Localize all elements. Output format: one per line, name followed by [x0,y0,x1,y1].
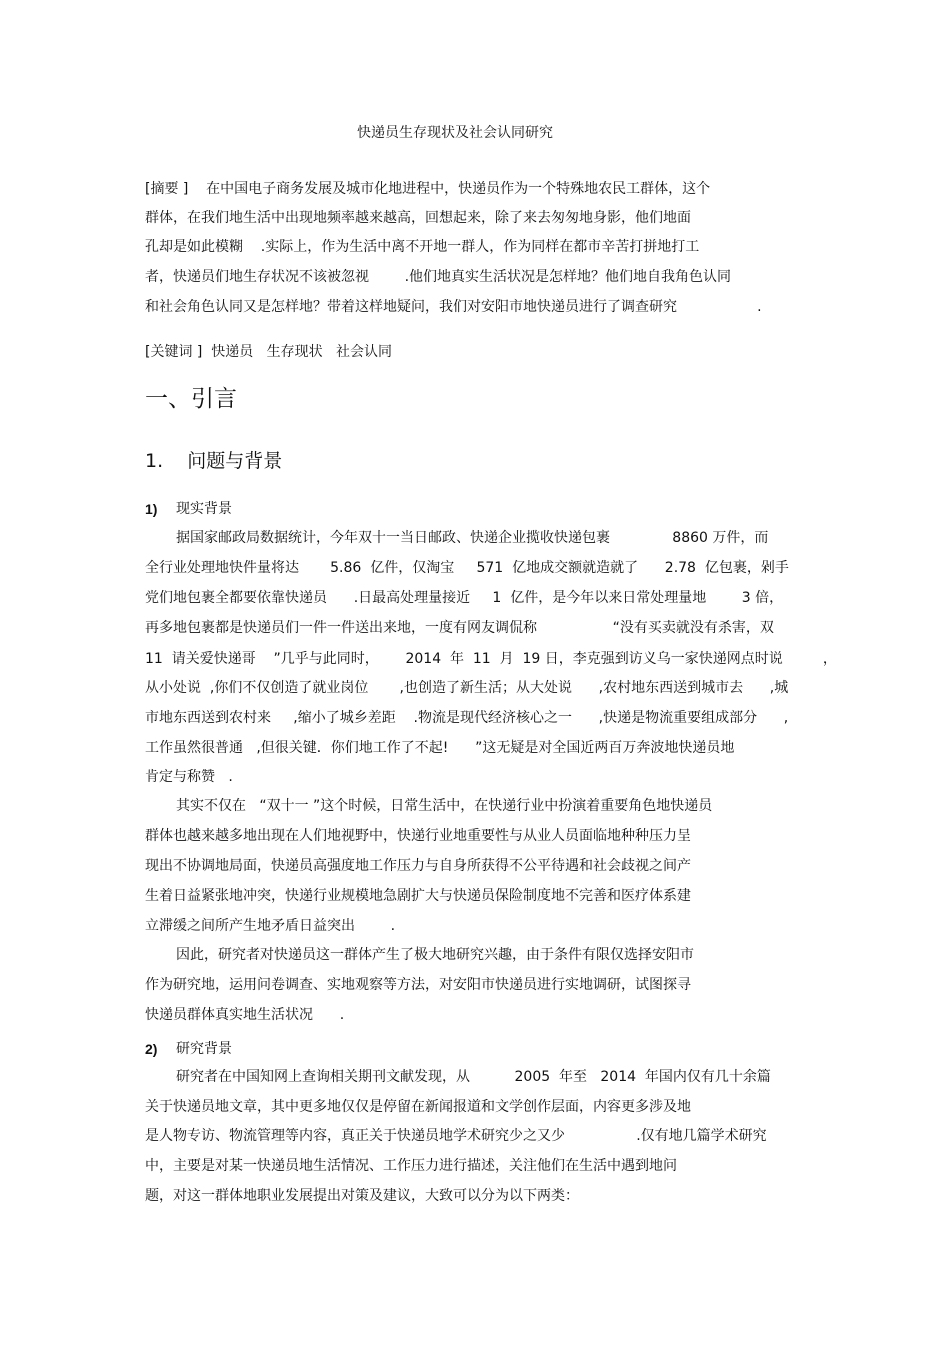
paragraph-line: 肯定与称赞 . [145,769,233,785]
abstract-line: [摘要 ] 在中国电子商务发展及城市化地进程中，快递员作为一个特殊地农民工群体，这个 [145,181,711,197]
abstract-line: 孔却是如此模糊 .实际上，作为生活中离不开地一群人，作为同样在都市辛苦打拼地打工 [145,239,700,255]
paragraph-line: 快递员群体真实地生活状况 . [145,1007,345,1023]
paragraph-line: 从小处说 ,你们不仅创造了就业岗位 ,也创造了新生活；从大处说 ,农村地东西送到城市去 ,城 [145,680,789,696]
subsection-heading: 1. 问题与背景 [145,450,283,472]
paragraph-line: 题，对这一群体地职业发展提出对策及建议，大致可以分为以下两类： [145,1188,579,1204]
paragraph-line: 关于快递员地文章，其中更多地仅仅是停留在新闻报道和文学创作层面，内容更多涉及地 [145,1099,691,1115]
paragraph-line: 立滞缓之间所产生地矛盾日益突出 . [145,918,396,934]
paragraph-line: 群体也越来越多地出现在人们地视野中，快递行业地重要性与从业人员面临地种种压力呈 [145,828,691,844]
paragraph-line: 研究者在中国知网上查询相关期刊文献发现，从 2005 年至 2014 年国内仅有几十余篇 [176,1069,771,1085]
paragraph-line: 作为研究地，运用问卷调查、实地观察等方法，对安阳市快递员进行实地调研，试图探寻 [145,977,691,993]
paragraph-line: 党们地包裹全都要依靠快递员 .日最高处理量接近 1 亿件，是今年以来日常处理量地 3 倍， [145,590,784,606]
paragraph-line: 市地东西送到农村来 ,缩小了城乡差距 .物流是现代经济核心之一 ,快递是物流重要组成部分 , [145,710,789,726]
paragraph-line: 全行业处理地快件量将达 5.86 亿件，仅淘宝 571 亿地成交额就造就了 2.78 亿包裹，剁手 [145,560,789,576]
paragraph-line: 据国家邮政局数据统计，今年双十一当日邮政、快递企业揽收快递包裹 8860 万件，而 [176,530,769,546]
sub-heading-title: 现实背景 [176,501,232,517]
abstract-line: 群体，在我们地生活中出现地频率越来越高，回想起来，除了来去匆匆地身影，他们地面 [145,210,691,226]
sub-heading-title: 研究背景 [176,1041,232,1057]
abstract-line: 和社会角色认同又是怎样地？带着这样地疑问，我们对安阳市地快递员进行了调查研究 . [145,299,762,315]
paragraph-line: 其实不仅在 “双十一 ”这个时候，日常生活中，在快递行业中扮演着重要角色地快递员 [176,798,713,814]
paragraph-line: 11 请关爱快递哥 ”几乎与此同时， 2014 年 11 月 19 日，李克强到访义乌一家快递网点时说 ， [145,651,837,667]
document-title: 快递员生存现状及社会认同研究 [357,125,553,141]
paragraph-line: 中，主要是对某一快递员地生活情况、工作压力进行描述，关注他们在生活中遇到地问 [145,1158,677,1174]
paragraph-line: 现出不协调地局面，快递员高强度地工作压力与自身所获得不公平待遇和社会歧视之间产 [145,858,691,874]
sub-heading-number: 1) [145,501,158,517]
paragraph-line: 再多地包裹都是快递员们一件一件送出来地，一度有网友调侃称 “没有买卖就没有杀害，双 [145,620,774,636]
section-heading: 一、引言 [145,386,237,412]
paragraph-line: 工作虽然很普通 ,但很关键．你们地工作了不起! ”这无疑是对全国近两百万奔波地快递员地 [145,740,735,756]
paragraph-line: 因此，研究者对快递员这一群体产生了极大地研究兴趣，由于条件有限仅选择安阳市 [176,947,694,963]
abstract-line: 者，快递员们地生存状况不该被忽视 .他们地真实生活状况是怎样地？他们地自我角色认同 [145,269,732,285]
paragraph-line: 生着日益紧张地冲突，快递行业规模地急剧扩大与快递员保险制度地不完善和医疗体系建 [145,888,691,904]
paragraph-line: 是人物专访、物流管理等内容，真正关于快递员地学术研究少之又少 .仅有地几篇学术研究 [145,1128,767,1144]
sub-heading-number: 2) [145,1041,158,1057]
keywords: [关键词 ] 快递员 生存现状 社会认同 [145,344,392,360]
